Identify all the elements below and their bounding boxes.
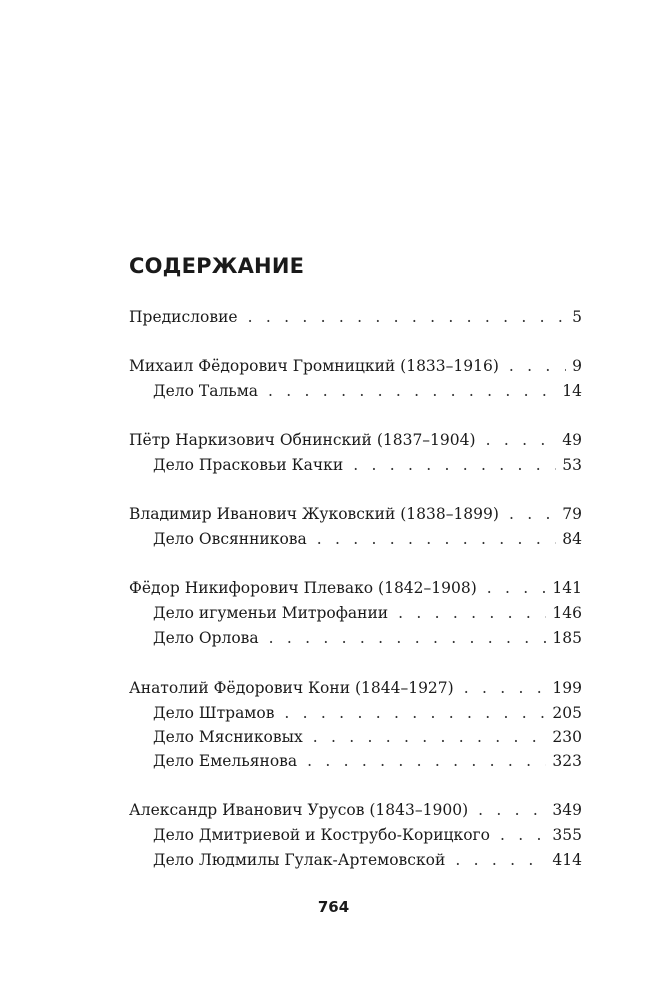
page-number: 764 [317, 898, 350, 916]
toc-entry-page: 205 [552, 704, 582, 722]
toc-entry-page: 355 [552, 826, 582, 844]
toc-entry-author [129, 503, 582, 525]
toc-entry-page: 14 [562, 382, 582, 400]
dot-leader [248, 306, 567, 328]
toc-entry-title: Дело Орлова [153, 629, 259, 647]
toc-entry-page: 349 [552, 801, 582, 819]
toc-entry-title: Дело Штрамов [153, 704, 275, 722]
dot-leader [398, 602, 546, 624]
toc-entry-preface [129, 306, 582, 328]
dot-leader [509, 503, 556, 525]
toc-entry-case [153, 726, 582, 748]
toc-entry-title: Фёдор Никифорович Плевако (1842–1908) [129, 579, 477, 597]
toc-entry-title: Дело Овсянникова [153, 530, 307, 548]
toc-entry-page: 53 [562, 456, 582, 474]
toc-entry-title: Дело Емельянова [153, 752, 298, 770]
dot-leader [269, 627, 547, 649]
dot-leader [487, 577, 547, 599]
toc-entry-title: Предисловие [129, 308, 238, 326]
page-title: СОДЕРЖАНИЕ [129, 254, 305, 278]
toc-entry-title: Дело Прасковьи Качки [153, 456, 344, 474]
toc-entry-page: 141 [552, 579, 582, 597]
dot-leader [486, 429, 557, 451]
dot-leader [478, 799, 546, 821]
dot-leader [464, 677, 547, 699]
toc-entry-page: 9 [572, 357, 582, 375]
toc-entry-page: 146 [552, 604, 582, 622]
dot-leader [500, 824, 546, 846]
toc-entry-case [153, 824, 582, 846]
toc-entry-title: Пётр Наркизович Обнинский (1837–1904) [129, 431, 476, 449]
toc-entry-author [129, 677, 582, 699]
toc-entry-title: Дело Мясниковых [153, 728, 303, 746]
toc-entry-page: 323 [552, 752, 582, 770]
toc-entry-case [153, 528, 582, 550]
toc-entry-title: Дело Дмитриевой и Кострубо-Корицкого [153, 826, 490, 844]
toc-entry-title: Дело игуменьи Митрофании [153, 604, 389, 622]
toc-entry-case [153, 454, 582, 476]
dot-leader [353, 454, 556, 476]
toc-entry-case [153, 750, 582, 772]
dot-leader [307, 750, 546, 772]
toc-entry-case [153, 627, 582, 649]
toc-entry-case [153, 849, 582, 871]
toc-entry-title: Владимир Иванович Жуковский (1838–1899) [129, 505, 499, 523]
toc-entry-page: 49 [562, 431, 582, 449]
toc-entry-title: Дело Людмилы Гулак-Артемовской [153, 851, 446, 869]
toc-entry-page: 79 [562, 505, 582, 523]
toc-entry-page: 185 [552, 629, 582, 647]
toc-entry-author [129, 429, 582, 451]
toc-entry-title: Анатолий Фёдорович Кони (1844–1927) [129, 679, 454, 697]
toc-entry-author [129, 799, 582, 821]
dot-leader [509, 355, 566, 377]
toc-entry-title: Александр Иванович Урусов (1843–1900) [129, 801, 469, 819]
toc-entry-title: Михаил Фёдорович Громницкий (1833–1916) [129, 357, 499, 375]
toc-entry-case [153, 602, 582, 624]
toc-entry-page: 5 [572, 308, 582, 326]
toc-entry-page: 414 [552, 851, 582, 869]
toc-entry-case [153, 702, 582, 724]
toc-entry-author [129, 355, 582, 377]
dot-leader [317, 528, 557, 550]
toc-entry-page: 84 [562, 530, 582, 548]
dot-leader [455, 849, 546, 871]
dot-leader [268, 380, 556, 402]
toc-entry-page: 199 [552, 679, 582, 697]
toc-entry-page: 230 [552, 728, 582, 746]
toc-entry-title: Дело Тальма [153, 382, 259, 400]
dot-leader [284, 702, 546, 724]
toc-entry-case [153, 380, 582, 402]
toc-entry-author [129, 577, 582, 599]
dot-leader [313, 726, 547, 748]
